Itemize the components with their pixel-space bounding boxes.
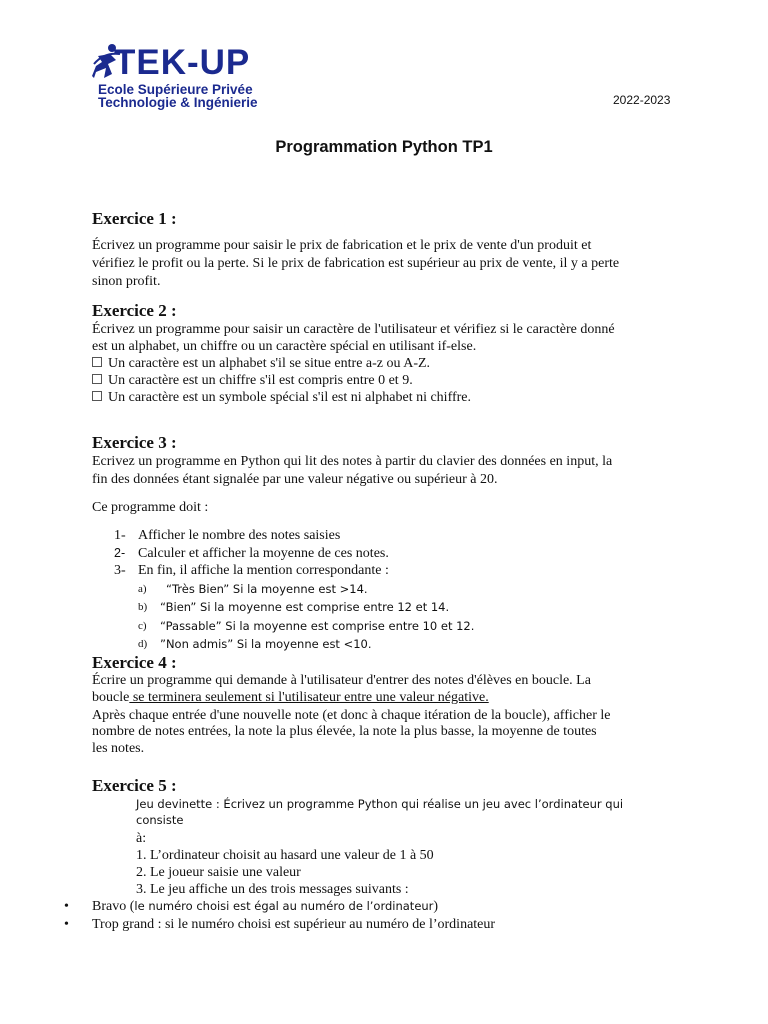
list-number: 2- [114, 546, 126, 560]
sub-list-letter: d) [138, 638, 148, 650]
exercise-4-line: boucle se terminera seulement si l'utilisateur entre une valeur négative. [92, 690, 489, 705]
checkbox-square-icon [92, 357, 102, 367]
exercise-2-bullet: Un caractère est un alphabet s'il se situe entre a-z ou A-Z. [92, 355, 682, 373]
exercise-1-line: Écrivez un programme pour saisir le prix de fabrication et le prix de vente d'un produit et [92, 238, 592, 253]
sub-list-item: “Bien” Si la moyenne est comprise entre 12 et 14. [160, 600, 450, 614]
list-item: En fin, il affiche la mention correspondante : [138, 563, 389, 578]
exercise-5-line: consiste [136, 813, 184, 827]
logo-subtitle-2: Technologie & Ingénierie [98, 95, 258, 110]
exercise-5-step: 2. Le joueur saisie une valeur [136, 865, 301, 880]
exercise-3-heading: Exercice 3 : [92, 433, 177, 452]
exercise-5-bullet: Bravo (le numéro choisi est égal au numéro de l’ordinateur) [92, 899, 439, 914]
exercise-2-bullet: Un caractère est un symbole spécial s'il est ni alphabet ni chiffre. [92, 389, 682, 407]
sub-list-letter: a) [138, 583, 147, 595]
sub-list-item: “Passable” Si la moyenne est comprise entre 10 et 12. [160, 619, 475, 633]
exercise-4-line: nombre de notes entrées, la note la plus élevée, la note la plus basse, la moyenne de toutes [92, 724, 597, 739]
exercise-5-line: Jeu devinette : Écrivez un programme Python qui réalise un jeu avec l’ordinateur qui [136, 797, 624, 811]
exercise-5-heading: Exercice 5 : [92, 776, 177, 795]
list-number: 1- [114, 528, 126, 543]
logo-subtitle-1: Ecole Supérieure Privée [98, 82, 253, 97]
exercise-1-line: sinon profit. [92, 274, 161, 289]
exercise-2-bullet: Un caractère est un chiffre s'il est compris entre 0 et 9. [92, 372, 682, 390]
exercise-1-heading: Exercice 1 : [92, 209, 177, 228]
school-logo [90, 42, 290, 108]
exercise-2-line: est un alphabet, un chiffre ou un caractère spécial en utilisant if-else. [92, 339, 477, 354]
bullet-dot-icon: • [64, 899, 69, 914]
sub-list-item: “Très Bien” Si la moyenne est >14. [166, 582, 368, 596]
exercise-1-line: vérifiez le profit ou la perte. Si le prix de fabrication est supérieur au prix de vente, il y a perte [92, 256, 620, 271]
document-title: Programmation Python TP1 [275, 138, 493, 156]
exercise-4-heading: Exercice 4 : [92, 653, 177, 672]
list-item: Calculer et afficher la moyenne de ces notes. [138, 546, 389, 561]
checkbox-square-icon [92, 374, 102, 384]
exercise-5-line: à: [136, 831, 147, 846]
sub-list-letter: c) [138, 620, 147, 632]
exercise-2-line: Écrivez un programme pour saisir un caractère de l'utilisateur et vérifiez si le caractère donné [92, 322, 615, 337]
logo-name: TEK-UP [114, 43, 251, 82]
list-item: Afficher le nombre des notes saisies [138, 528, 341, 543]
sub-list-letter: b) [138, 601, 148, 613]
exercise-4-line: Après chaque entrée d'une nouvelle note (et donc à chaque itération de la boucle), afficher le [92, 708, 611, 723]
exercise-5-bullet: Trop grand : si le numéro choisi est supérieur au numéro de l’ordinateur [92, 917, 496, 932]
exercise-5-step: 1. L’ordinateur choisit au hasard une valeur de 1 à 50 [136, 848, 434, 863]
exercise-4-line: les notes. [92, 741, 145, 756]
exercise-3-line: fin des données étant signalée par une valeur négative ou supérieur à 20. [92, 472, 498, 487]
exercise-3-intro: Ce programme doit : [92, 500, 209, 515]
checkbox-square-icon [92, 391, 102, 401]
exercise-2-heading: Exercice 2 : [92, 301, 177, 320]
list-number: 3- [114, 563, 126, 578]
underlined-text: se terminera seulement si l'utilisateur entre une valeur négative. [129, 690, 489, 705]
bullet-dot-icon: • [64, 917, 69, 932]
exercise-3-line: Ecrivez un programme en Python qui lit des notes à partir du clavier des données en input, la [92, 454, 613, 469]
exercise-5-step: 3. Le jeu affiche un des trois messages suivants : [136, 882, 409, 897]
sub-list-item: ”Non admis” Si la moyenne est <10. [160, 637, 372, 651]
exercise-4-line: Écrire un programme qui demande à l'utilisateur d'entrer des notes d'élèves en boucle. La [92, 673, 591, 688]
academic-year: 2022-2023 [613, 93, 671, 107]
